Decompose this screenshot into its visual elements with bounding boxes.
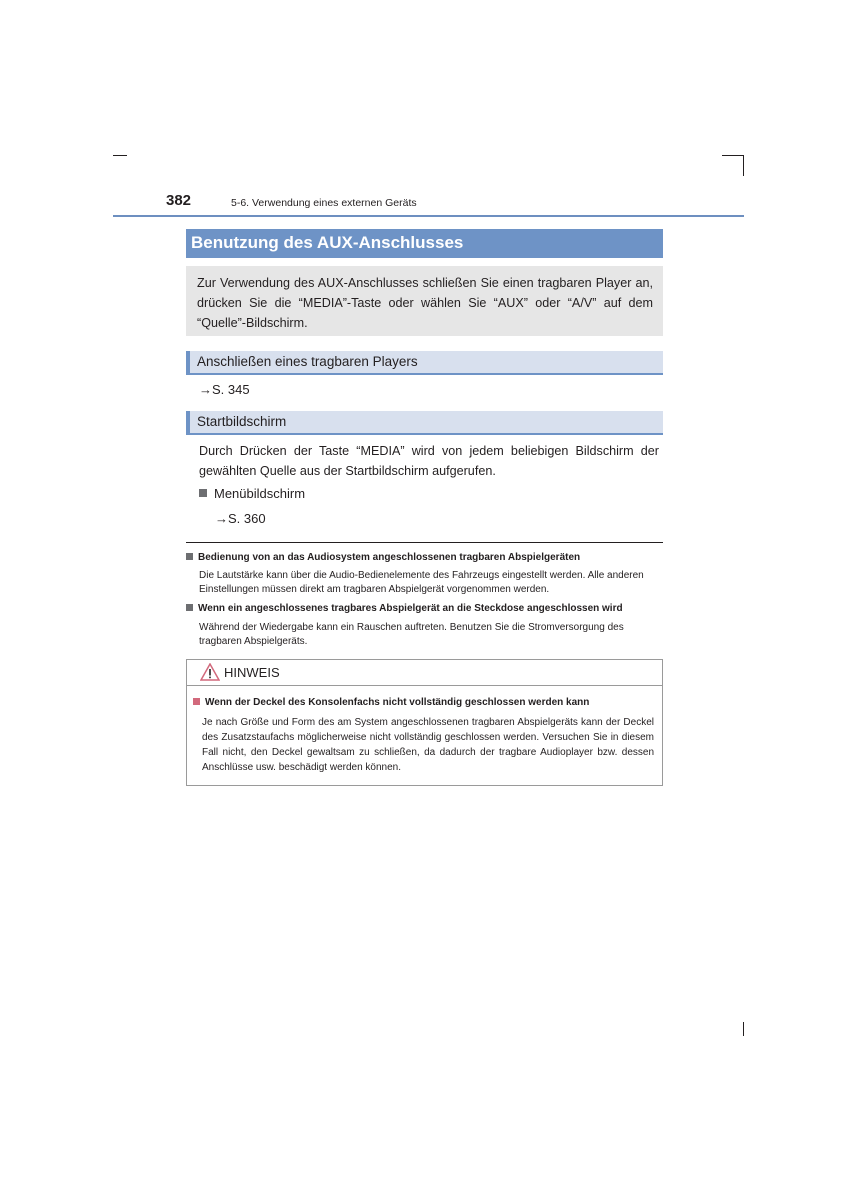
menu-screen-label: Menübildschirm <box>214 486 306 501</box>
crop-mark-top-left <box>113 155 127 156</box>
note-text: Während der Wiedergabe kann ein Rauschen auftreten. Benutzen Sie die Stromversorgung des tragbaren Abspielgeräts. <box>199 622 624 647</box>
header-rule <box>113 215 744 217</box>
start-screen-paragraph: Durch Drücken der Taste “MEDIA” wird von jedem beliebigen Bildschirm der gewählten Quelle aus der Startbildschirm aufgerufen. <box>199 444 659 478</box>
note-heading <box>186 552 580 563</box>
caution-box <box>186 659 663 786</box>
square-bullet-icon <box>186 553 193 560</box>
subsection-heading-connect: Anschließen eines tragbaren Players <box>186 351 663 375</box>
caution-title: Wenn der Deckel des Konsolenfachs nicht vollständig geschlossen werden kann <box>205 697 590 708</box>
page-number: 382 <box>166 192 192 209</box>
intro-box: Zur Verwendung des AUX-Anschlusses schließen Sie einen tragbaren Player an, drücken Sie die “MEDIA”-Taste oder wählen Sie “AUX” oder “A/V” auf dem “Quelle”-Bildschirm. <box>186 266 663 336</box>
note-title: Wenn ein angeschlossenes tragbares Abspielgerät an die Steckdose angeschlossen wird <box>198 603 623 614</box>
note-title: Bedienung von an das Audiosystem angeschlossenen tragbaren Abspielgeräten <box>198 552 581 563</box>
warning-triangle-icon <box>200 663 220 681</box>
page-reference-link[interactable]: →S. 345 <box>199 382 250 397</box>
caution-heading <box>193 697 589 708</box>
square-bullet-icon <box>193 698 200 705</box>
crop-mark-top-right-v <box>743 155 744 176</box>
notes-divider <box>186 542 663 543</box>
chapter-title: 5-6. Verwendung eines externen Geräts <box>231 197 417 209</box>
section-title: Benutzung des AUX-Anschlusses <box>186 229 663 258</box>
subsection-heading-start: Startbildschirm <box>186 411 663 435</box>
crop-mark-top-right-h <box>722 155 744 156</box>
note-heading <box>186 603 623 614</box>
caution-header <box>187 660 662 686</box>
page-reference-link[interactable]: →S. 360 <box>215 511 266 526</box>
caution-label: HINWEIS <box>224 665 280 680</box>
crop-mark-bottom-right <box>743 1022 744 1036</box>
square-bullet-icon <box>186 604 193 611</box>
note-text: Die Lautstärke kann über die Audio-Bedienelemente des Fahrzeugs eingestellt werden. Alle anderen Einstellungen müssen direkt am tragbaren Abspielgerät vorgenommen werden. <box>199 570 644 595</box>
caution-text: Je nach Größe und Form des am System angeschlossenen tragbaren Abspielgeräts kann der Deckel des Zusatzstaufachs möglicherweise nicht vollständig geschlossen werden. Versuchen Sie in diesem Fall nicht, den Deckel gewaltsam zu schließen, da dadurch der tragbare Audioplayer bzw. dessen Anschlüsse usw. beschädigt werden können. <box>202 717 654 773</box>
menu-screen-item <box>199 486 305 501</box>
square-bullet-icon <box>199 489 207 497</box>
